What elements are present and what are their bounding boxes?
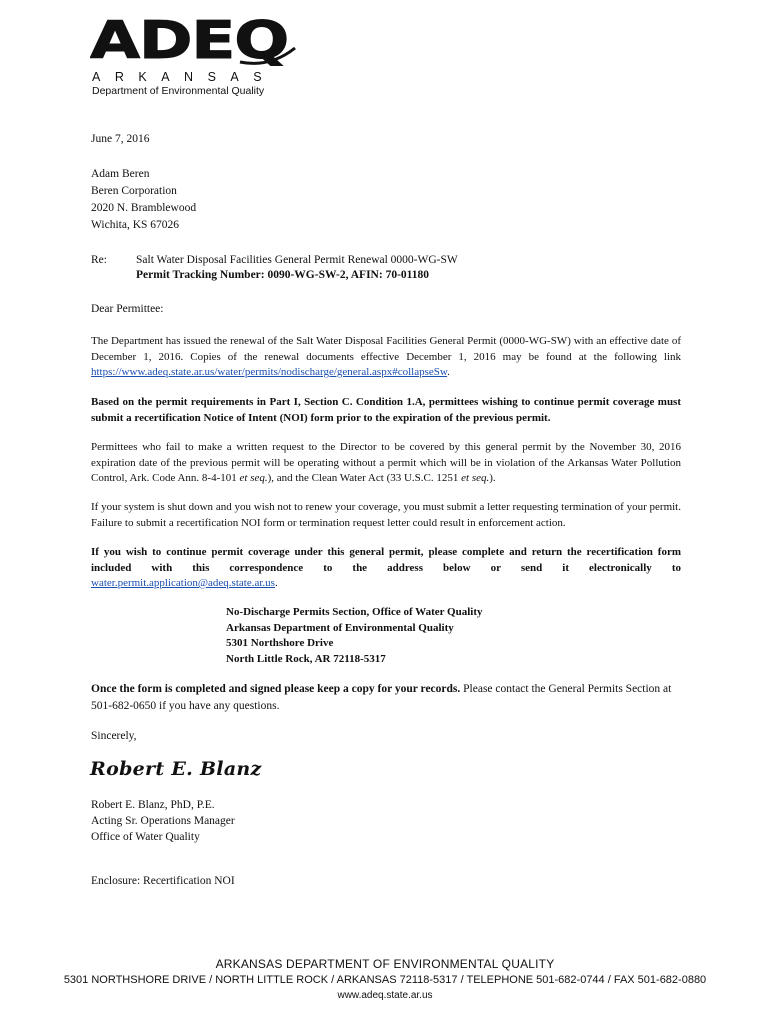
footer-website: www.adeq.state.ar.us (337, 990, 433, 1001)
paragraph-renewal (91, 334, 681, 381)
permit-application-email-link[interactable]: water.permit.application@adeq.state.ar.us (91, 577, 275, 589)
recipient-company: Beren Corporation (91, 185, 177, 197)
signature: Robert E. Blanz (90, 758, 262, 780)
footer-agency: ARKANSAS DEPARTMENT OF ENVIRONMENTAL QUALITY (215, 957, 555, 971)
mailing-address-line-2: Arkansas Department of Environmental Quality (226, 621, 454, 634)
email-line-end: . (274, 577, 278, 589)
mailing-address-line-1: No-Discharge Permits Section, Office of Water Quality (226, 606, 483, 618)
salutation: Dear Permittee: (91, 303, 164, 315)
paragraph-continue-coverage: If you wish to continue permit coverage under this general permit, please complete and return the recertification form included with this correspondence to the address below or send it electronically to (91, 546, 681, 574)
signer-office: Office of Water Quality (91, 831, 200, 843)
paragraph-violation (91, 440, 681, 487)
et-seq-2: et seq. (461, 472, 490, 484)
paragraph-termination: If your system is shut down and you wish not to renew your coverage, you must submit a letter requesting termination of your permit. Failure to submit a recertification NOI form or termination request letter could result in enforcement action. (91, 501, 681, 529)
mailing-address-line-3: 5301 Northshore Drive (226, 637, 334, 649)
paragraph-keep-copy-bold: Once the form is completed and signed please keep a copy for your records. (91, 683, 461, 695)
recipient-street: 2020 N. Bramblewood (91, 202, 197, 214)
paragraph-keep-copy-rest: Please contact the General Permits Section at 501-682-0650 if you have any questions. (91, 683, 672, 712)
signer-name: Robert E. Blanz, PhD, P.E. (91, 799, 215, 811)
mailing-address (226, 605, 483, 667)
et-seq-1: et seq. (239, 472, 268, 484)
logo-state: ARKANSAS (92, 70, 277, 84)
mailing-address-line-4: North Little Rock, AR 72118-5317 (226, 652, 386, 665)
paragraph-requirements: Based on the permit requirements in Part I, Section C. Condition 1.A, permittees wishing to continue permit coverage must submit a recertification Notice of Intent (NOI) form prior to the expiration of the previous permit. (91, 396, 681, 424)
re-subject: Salt Water Disposal Facilities General Permit Renewal 0000-WG-SW (136, 254, 458, 266)
email-line (91, 576, 681, 592)
letter-date: June 7, 2016 (91, 133, 150, 145)
logo-wordmark: ADEQ (90, 12, 288, 71)
enclosure: Enclosure: Recertification NOI (91, 875, 235, 887)
signer-title: Acting Sr. Operations Manager (91, 815, 235, 827)
paragraph-violation-text-c: ). (489, 472, 496, 484)
adeq-logo (90, 12, 300, 100)
paragraph-renewal-text: The Department has issued the renewal of the Salt Water Disposal Facilities General Permit (0000-WG-SW) with an effective date of December 1, 2016. Copies of the renewal documents effective December 1, 2016 may be found at the following link (91, 335, 681, 363)
closing: Sincerely, (91, 730, 137, 742)
recipient-name: Adam Beren (91, 168, 150, 180)
paragraph-violation-text-a: Permittees who fail to make a written request to the Director to be covered by this general permit by the November 30, 2016 expiration date of the previous permit will be operating without a permit which will be in violation of the Arkansas Water Pollution Control, Ark. Code Ann. 8-4-101 (91, 441, 681, 484)
paragraph-keep-copy (91, 681, 681, 715)
paragraph-violation-text-b: ), and the Clean Water Act (33 U.S.C. 1251 (267, 472, 462, 484)
recipient-city: Wichita, KS 67026 (91, 219, 180, 231)
paragraph-renewal-end: . (447, 366, 450, 378)
adeq-logo-mark (90, 12, 300, 72)
logo-department: Department of Environmental Quality (92, 85, 265, 97)
permit-documents-link[interactable]: https://www.adeq.state.ar.us/water/permits/nodischarge/general.aspx#collapseSw (91, 366, 448, 378)
footer-address: 5301 NORTHSHORE DRIVE / NORTH LITTLE ROCK / ARKANSAS 72118-5317 / TELEPHONE 501-682-0744 / FAX 501-682-0880 (63, 974, 707, 986)
re-label: Re: (91, 254, 107, 266)
re-tracking-number: Permit Tracking Number: 0090-WG-SW-2, AFIN: 70-01180 (136, 269, 430, 281)
